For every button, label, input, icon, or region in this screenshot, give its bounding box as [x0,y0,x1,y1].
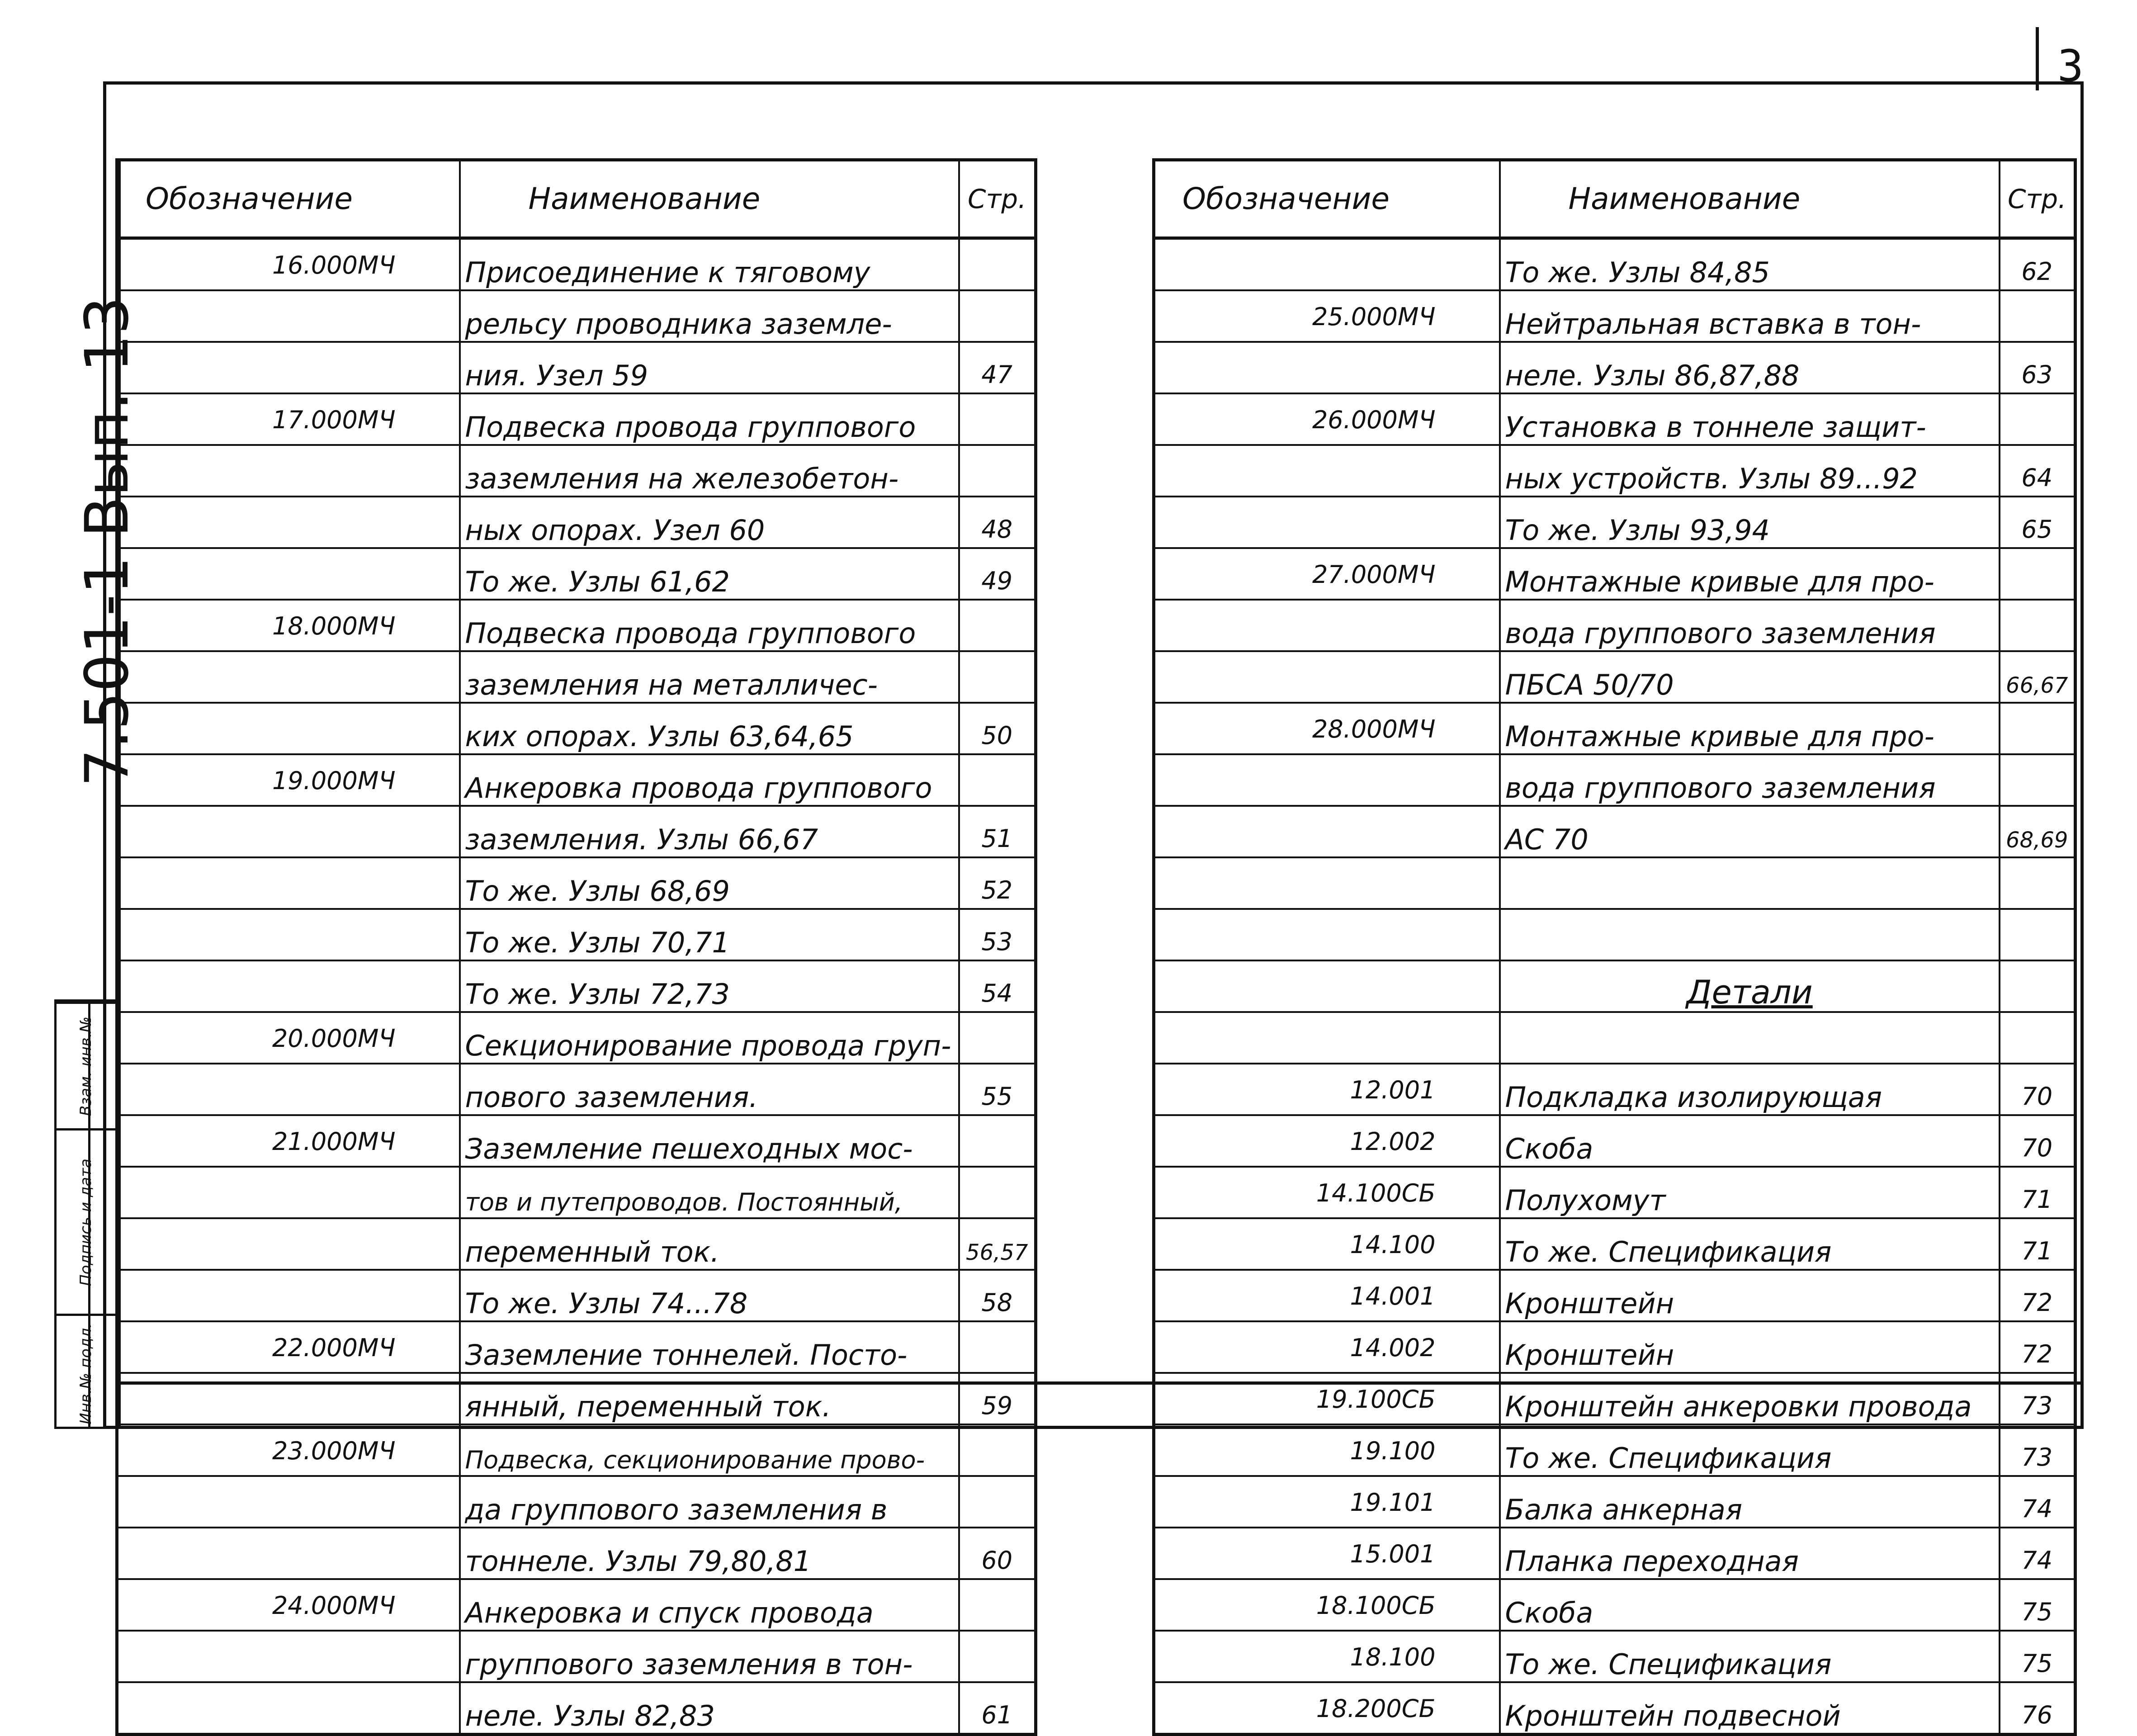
page-cell [959,754,1036,806]
table-row [117,445,1036,497]
table-row [1154,497,2076,548]
name-cell: Детали [1500,960,2000,1012]
table-row [1154,754,2076,806]
page-cell [959,238,1036,291]
header-designation: Обозначение [1154,160,1500,238]
designation-cell: 21.000МЧ [117,1115,460,1167]
page-cell: 47 [959,342,1036,393]
table-row [1154,1064,2076,1115]
page-cell: 71 [2000,1167,2076,1218]
page-number: 3 [2057,41,2084,91]
name-cell: То же. Спецификация [1500,1218,2000,1270]
stamp-label: Инв.№ подл. [77,1323,95,1424]
name-cell: пового заземления. [460,1064,959,1115]
designation-cell: 18.100СБ [1154,1579,1500,1631]
page-cell [959,1321,1036,1373]
page-cell [2000,703,2076,754]
table-row [117,1270,1036,1321]
name-cell: АС 70 [1500,806,2000,857]
page-cell [959,1167,1036,1218]
name-cell: Скоба [1500,1115,2000,1167]
page-cell [959,290,1036,342]
table-row [117,342,1036,393]
page-cell [959,1579,1036,1631]
page-cell [959,1424,1036,1476]
name-cell: Подвеска провода группового [460,393,959,445]
right-spec-table [1152,158,2077,1736]
page-cell: 72 [2000,1321,2076,1373]
table-row [1154,1115,2076,1167]
designation-cell: 15.001 [1154,1528,1500,1579]
table-row [117,909,1036,960]
page-cell [959,600,1036,651]
name-cell: вода группового заземления [1500,600,2000,651]
name-cell: Установка в тоннеле защит- [1500,393,2000,445]
page-cell [2000,393,2076,445]
page-cell: 73 [2000,1373,2076,1424]
table-row [117,1321,1036,1373]
page-cell: 70 [2000,1115,2076,1167]
page-cell [959,445,1036,497]
designation-cell [117,445,460,497]
designation-cell [1154,238,1500,291]
page-cell: 72 [2000,1270,2076,1321]
designation-cell [117,857,460,909]
page-cell: 49 [959,548,1036,600]
designation-cell [1154,497,1500,548]
header-name: Наименование [460,160,959,238]
name-cell: То же. Спецификация [1500,1424,2000,1476]
designation-cell [117,1476,460,1528]
designation-cell [1154,806,1500,857]
page-cell [959,1115,1036,1167]
name-cell: тов и путепроводов. Постоянный, [460,1167,959,1218]
table-row [1154,600,2076,651]
designation-cell: 14.100СБ [1154,1167,1500,1218]
header-row [117,160,1036,238]
name-cell: Анкеровка и спуск провода [460,1579,959,1631]
name-cell: Монтажные кривые для про- [1500,703,2000,754]
designation-cell [117,290,460,342]
page-cell: 56,57 [959,1218,1036,1270]
table-row [1154,806,2076,857]
name-cell: да группового заземления в [460,1476,959,1528]
name-cell: ния. Узел 59 [460,342,959,393]
header-page: Стр. [959,160,1036,238]
page-cell: 54 [959,960,1036,1012]
table-row [1154,703,2076,754]
header-row [1154,160,2076,238]
table-row [1154,857,2076,909]
page-cell: 51 [959,806,1036,857]
designation-cell [1154,600,1500,651]
name-cell: вода группового заземления [1500,754,2000,806]
designation-cell [117,1218,460,1270]
table-row [117,238,1036,291]
name-cell: переменный ток. [460,1218,959,1270]
name-cell: тоннеле. Узлы 79,80,81 [460,1528,959,1579]
name-cell: ных опорах. Узел 60 [460,497,959,548]
table-row [117,651,1036,703]
name-cell: Скоба [1500,1579,2000,1631]
designation-cell: 25.000МЧ [1154,290,1500,342]
stamp-label: Взам. инв.№ [77,1016,95,1116]
name-cell: То же. Узлы 84,85 [1500,238,2000,291]
name-cell: То же. Спецификация [1500,1631,2000,1682]
table-row [117,497,1036,548]
name-cell [1500,857,2000,909]
left-spec-table [115,158,1037,1736]
name-cell: Заземление тоннелей. Посто- [460,1321,959,1373]
table-row [1154,1528,2076,1579]
page-cell: 74 [2000,1476,2076,1528]
page-cell: 62 [2000,238,2076,291]
table-row [117,1528,1036,1579]
designation-cell: 19.101 [1154,1476,1500,1528]
table-row [117,1064,1036,1115]
page-cell [2000,290,2076,342]
page-cell [2000,548,2076,600]
table-row [117,1115,1036,1167]
page-cell [959,393,1036,445]
designation-cell [117,960,460,1012]
page-cell [2000,754,2076,806]
designation-cell: 24.000МЧ [117,1579,460,1631]
designation-cell [117,342,460,393]
page-cell: 61 [959,1682,1036,1735]
name-cell: Кронштейн подвесной [1500,1682,2000,1735]
name-cell: янный, переменный ток. [460,1373,959,1424]
name-cell: Кронштейн [1500,1270,2000,1321]
table-row [1154,909,2076,960]
page-cell: 64 [2000,445,2076,497]
page-cell: 52 [959,857,1036,909]
table-row [1154,1270,2076,1321]
designation-cell [117,1270,460,1321]
name-cell: Подвеска, секционирование прово- [460,1424,959,1476]
designation-cell: 12.001 [1154,1064,1500,1115]
designation-cell: 19.100 [1154,1424,1500,1476]
page-cell: 59 [959,1373,1036,1424]
table-row [117,1476,1036,1528]
designation-cell: 20.000МЧ [117,1012,460,1064]
table-row [117,1218,1036,1270]
table-row [1154,548,2076,600]
name-cell: Подкладка изолирующая [1500,1064,2000,1115]
designation-cell: 27.000МЧ [1154,548,1500,600]
table-row [117,960,1036,1012]
stamp-cell-replaces [57,1002,115,1128]
designation-cell [1154,909,1500,960]
stamp-cell-inventory [57,1314,115,1431]
page-cell [2000,600,2076,651]
name-cell: рельсу проводника заземле- [460,290,959,342]
designation-cell [1154,1012,1500,1064]
page-cell: 74 [2000,1528,2076,1579]
table-row [1154,1321,2076,1373]
designation-cell: 17.000МЧ [117,393,460,445]
designation-cell [1154,754,1500,806]
name-cell: Кронштейн [1500,1321,2000,1373]
designation-cell [1154,857,1500,909]
designation-cell [117,909,460,960]
page-cell: 65 [2000,497,2076,548]
designation-cell [117,1167,460,1218]
table-row [1154,1579,2076,1631]
table-row [1154,1012,2076,1064]
table-row [117,600,1036,651]
page-cell: 66,67 [2000,651,2076,703]
name-cell: неле. Узлы 82,83 [460,1682,959,1735]
table-row [1154,651,2076,703]
page-cell: 48 [959,497,1036,548]
designation-cell: 18.000МЧ [117,600,460,651]
name-cell: То же. Узлы 70,71 [460,909,959,960]
table-row [117,393,1036,445]
name-cell [1500,1012,2000,1064]
page-cell: 50 [959,703,1036,754]
designation-cell [117,1064,460,1115]
table-row [117,703,1036,754]
name-cell: ПБСА 50/70 [1500,651,2000,703]
designation-cell [1154,342,1500,393]
page-cell: 63 [2000,342,2076,393]
designation-cell: 14.001 [1154,1270,1500,1321]
name-cell: Кронштейн анкеровки провода [1500,1373,2000,1424]
page-cell: 75 [2000,1631,2076,1682]
page-cell [2000,1012,2076,1064]
name-cell: Балка анкерная [1500,1476,2000,1528]
header-designation: Обозначение [117,160,460,238]
page-cell [2000,857,2076,909]
header-page: Стр. [2000,160,2076,238]
page-cell: 76 [2000,1682,2076,1735]
designation-cell: 22.000МЧ [117,1321,460,1373]
table-row [1154,393,2076,445]
table-row [117,548,1036,600]
approval-stamp [54,999,118,1429]
stamp-cell-signature [57,1128,115,1314]
table-row [1154,1373,2076,1424]
name-cell: ных устройств. Узлы 89...92 [1500,445,2000,497]
table-row [117,806,1036,857]
name-cell: То же. Узлы 72,73 [460,960,959,1012]
page-cell [2000,909,2076,960]
table-row [1154,342,2076,393]
table-row [117,290,1036,342]
table-row [117,1012,1036,1064]
document-code: 7.501-1 Вып. 13 [72,296,142,787]
table-row [1154,445,2076,497]
table-row [1154,1218,2076,1270]
table-row [1154,238,2076,291]
name-cell: ких опорах. Узлы 63,64,65 [460,703,959,754]
table-row [1154,1476,2076,1528]
designation-cell: 14.002 [1154,1321,1500,1373]
name-cell: Полухомут [1500,1167,2000,1218]
table-row [1154,1167,2076,1218]
designation-cell: 18.200СБ [1154,1682,1500,1735]
designation-cell: 28.000МЧ [1154,703,1500,754]
name-cell: То же. Узлы 68,69 [460,857,959,909]
name-cell: То же. Узлы 93,94 [1500,497,2000,548]
page-cell [959,1476,1036,1528]
designation-cell: 19.000МЧ [117,754,460,806]
page-cell: 71 [2000,1218,2076,1270]
name-cell: Монтажные кривые для про- [1500,548,2000,600]
name-cell [1500,909,2000,960]
designation-cell: 12.002 [1154,1115,1500,1167]
designation-cell: 14.100 [1154,1218,1500,1270]
table-row [1154,290,2076,342]
name-cell: заземления. Узлы 66,67 [460,806,959,857]
table-row [1154,1682,2076,1735]
name-cell: Присоединение к тяговому [460,238,959,291]
designation-cell [117,1682,460,1735]
name-cell: Заземление пешеходных мос- [460,1115,959,1167]
table-row [117,1682,1036,1735]
page-number-mark [2036,27,2039,90]
table-row [117,1167,1036,1218]
table-row [117,1373,1036,1424]
designation-cell [1154,960,1500,1012]
name-cell: заземления на металличес- [460,651,959,703]
designation-cell: 26.000МЧ [1154,393,1500,445]
designation-cell [117,548,460,600]
name-cell: группового заземления в тон- [460,1631,959,1682]
header-name: Наименование [1500,160,2000,238]
table-row [1154,1424,2076,1476]
table-row [117,1631,1036,1682]
designation-cell [117,1528,460,1579]
designation-cell [117,703,460,754]
designation-cell [117,1373,460,1424]
name-cell: Анкеровка провода группового [460,754,959,806]
name-cell: То же. Узлы 61,62 [460,548,959,600]
designation-cell [117,651,460,703]
designation-cell: 19.100СБ [1154,1373,1500,1424]
designation-cell: 16.000МЧ [117,238,460,291]
page-cell [959,1631,1036,1682]
designation-cell [1154,445,1500,497]
designation-cell [117,1631,460,1682]
page-cell: 73 [2000,1424,2076,1476]
designation-cell: 18.100 [1154,1631,1500,1682]
page-cell: 75 [2000,1579,2076,1631]
page-cell: 60 [959,1528,1036,1579]
designation-cell [1154,651,1500,703]
name-cell: Подвеска провода группового [460,600,959,651]
page-cell: 53 [959,909,1036,960]
name-cell: неле. Узлы 86,87,88 [1500,342,2000,393]
table-row [1154,1631,2076,1682]
table-row [117,1424,1036,1476]
table-row [1154,960,2076,1012]
name-cell: То же. Узлы 74...78 [460,1270,959,1321]
page-cell [959,1012,1036,1064]
page-cell: 55 [959,1064,1036,1115]
page-cell: 58 [959,1270,1036,1321]
page-cell: 68,69 [2000,806,2076,857]
name-cell: Секционирование провода груп- [460,1012,959,1064]
name-cell: Планка переходная [1500,1528,2000,1579]
table-row [117,754,1036,806]
table-row [117,857,1036,909]
page-cell [2000,960,2076,1012]
name-cell: заземления на железобетон- [460,445,959,497]
designation-cell [117,497,460,548]
designation-cell: 23.000МЧ [117,1424,460,1476]
page-cell: 70 [2000,1064,2076,1115]
designation-cell [117,806,460,857]
stamp-label: Подпись и дата [77,1158,95,1286]
name-cell: Нейтральная вставка в тон- [1500,290,2000,342]
page-cell [959,651,1036,703]
table-row [117,1579,1036,1631]
